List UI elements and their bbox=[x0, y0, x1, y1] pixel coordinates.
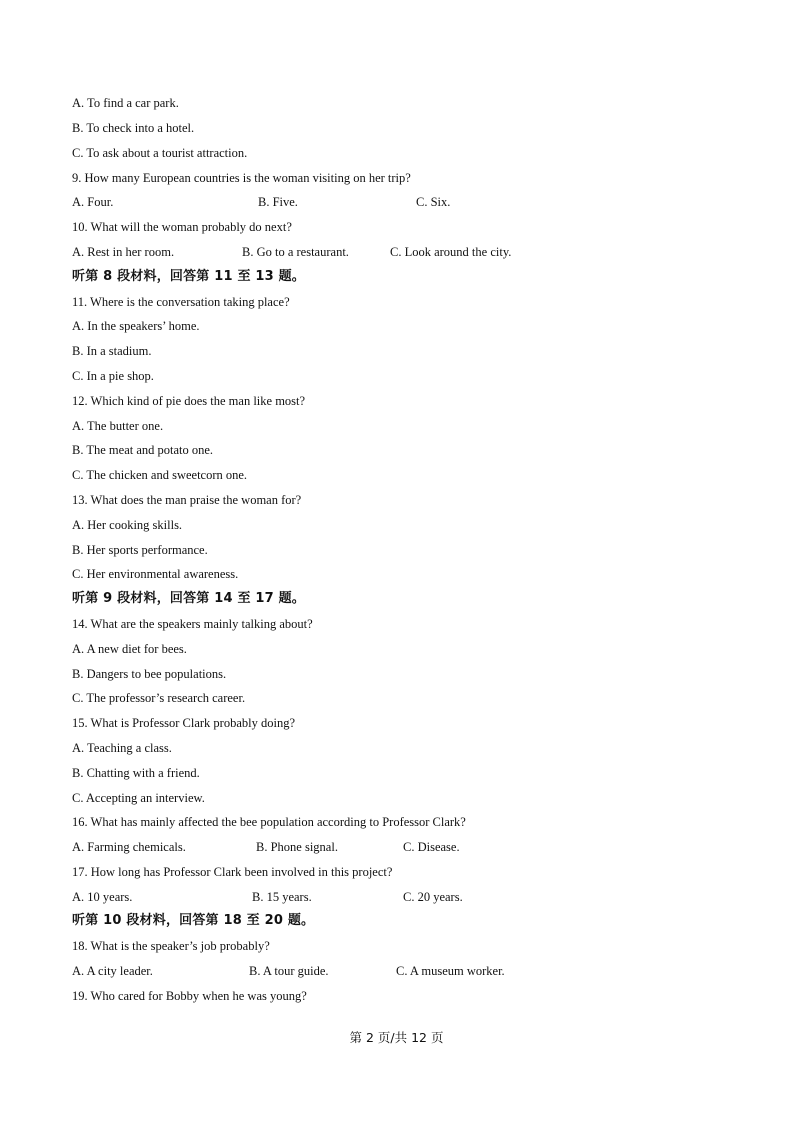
page-footer: 第 2 页/共 12 页 bbox=[349, 1030, 444, 1045]
q16-option-a: A. Farming chemicals. bbox=[72, 840, 186, 854]
q13-option-a: A. Her cooking skills. bbox=[72, 518, 183, 532]
q17-question: 17. How long has Professor Clark been involved in this project? bbox=[72, 865, 393, 879]
q12-option-b: B. The meat and potato one. bbox=[72, 443, 214, 457]
q13-question: 13. What does the man praise the woman for? bbox=[72, 493, 302, 507]
q18-option-c: C. A museum worker. bbox=[396, 964, 505, 978]
q14-option-c: C. The professor’s research career. bbox=[72, 691, 246, 705]
q11-option-a: A. In the speakers’ home. bbox=[72, 319, 200, 333]
q10-option-c: C. Look around the city. bbox=[390, 245, 512, 259]
q18-option-b: B. A tour guide. bbox=[249, 964, 329, 978]
q8-option-a: A. To find a car park. bbox=[72, 96, 179, 110]
q9-option-b: B. Five. bbox=[258, 195, 298, 209]
section-9-heading: 听第 9 段材料，回答第 14 至 17 题。 bbox=[72, 591, 305, 606]
q12-question: 12. Which kind of pie does the man like most? bbox=[72, 394, 306, 408]
q16-question: 16. What has mainly affected the bee population according to Professor Clark? bbox=[72, 815, 466, 829]
q13-option-b: B. Her sports performance. bbox=[72, 543, 208, 557]
q10-question: 10. What will the woman probably do next? bbox=[72, 220, 292, 234]
q15-question: 15. What is Professor Clark probably doing? bbox=[72, 716, 295, 730]
q14-option-b: B. Dangers to bee populations. bbox=[72, 667, 227, 681]
q9-option-c: C. Six. bbox=[416, 195, 451, 209]
q19-question: 19. Who cared for Bobby when he was young? bbox=[72, 989, 307, 1003]
q9-question: 9. How many European countries is the woman visiting on her trip? bbox=[72, 171, 411, 185]
q9-option-a: A. Four. bbox=[72, 195, 114, 209]
q18-question: 18. What is the speaker’s job probably? bbox=[72, 939, 270, 953]
q11-option-c: C. In a pie shop. bbox=[72, 369, 154, 383]
q17-option-a: A. 10 years. bbox=[72, 890, 133, 904]
q15-option-c: C. Accepting an interview. bbox=[72, 791, 205, 805]
q15-option-a: A. Teaching a class. bbox=[72, 741, 172, 755]
section-8-heading: 听第 8 段材料，回答第 11 至 13 题。 bbox=[72, 269, 305, 284]
q11-question: 11. Where is the conversation taking place? bbox=[72, 295, 290, 309]
q10-option-a: A. Rest in her room. bbox=[72, 245, 175, 259]
q13-option-c: C. Her environmental awareness. bbox=[72, 567, 239, 581]
q17-option-c: C. 20 years. bbox=[403, 890, 463, 904]
section-10-heading: 听第 10 段材料，回答第 18 至 20 题。 bbox=[72, 913, 315, 928]
q14-option-a: A. A new diet for bees. bbox=[72, 642, 187, 656]
q16-option-c: C. Disease. bbox=[403, 840, 460, 854]
q17-option-b: B. 15 years. bbox=[252, 890, 312, 904]
q15-option-b: B. Chatting with a friend. bbox=[72, 766, 200, 780]
q12-option-a: A. The butter one. bbox=[72, 419, 164, 433]
q18-option-a: A. A city leader. bbox=[72, 964, 153, 978]
q8-option-c: C. To ask about a tourist attraction. bbox=[72, 146, 248, 160]
q10-option-b: B. Go to a restaurant. bbox=[242, 245, 349, 259]
q8-option-b: B. To check into a hotel. bbox=[72, 121, 195, 135]
q16-option-b: B. Phone signal. bbox=[256, 840, 338, 854]
q11-option-b: B. In a stadium. bbox=[72, 344, 152, 358]
q12-option-c: C. The chicken and sweetcorn one. bbox=[72, 468, 248, 482]
q14-question: 14. What are the speakers mainly talking about? bbox=[72, 617, 313, 631]
